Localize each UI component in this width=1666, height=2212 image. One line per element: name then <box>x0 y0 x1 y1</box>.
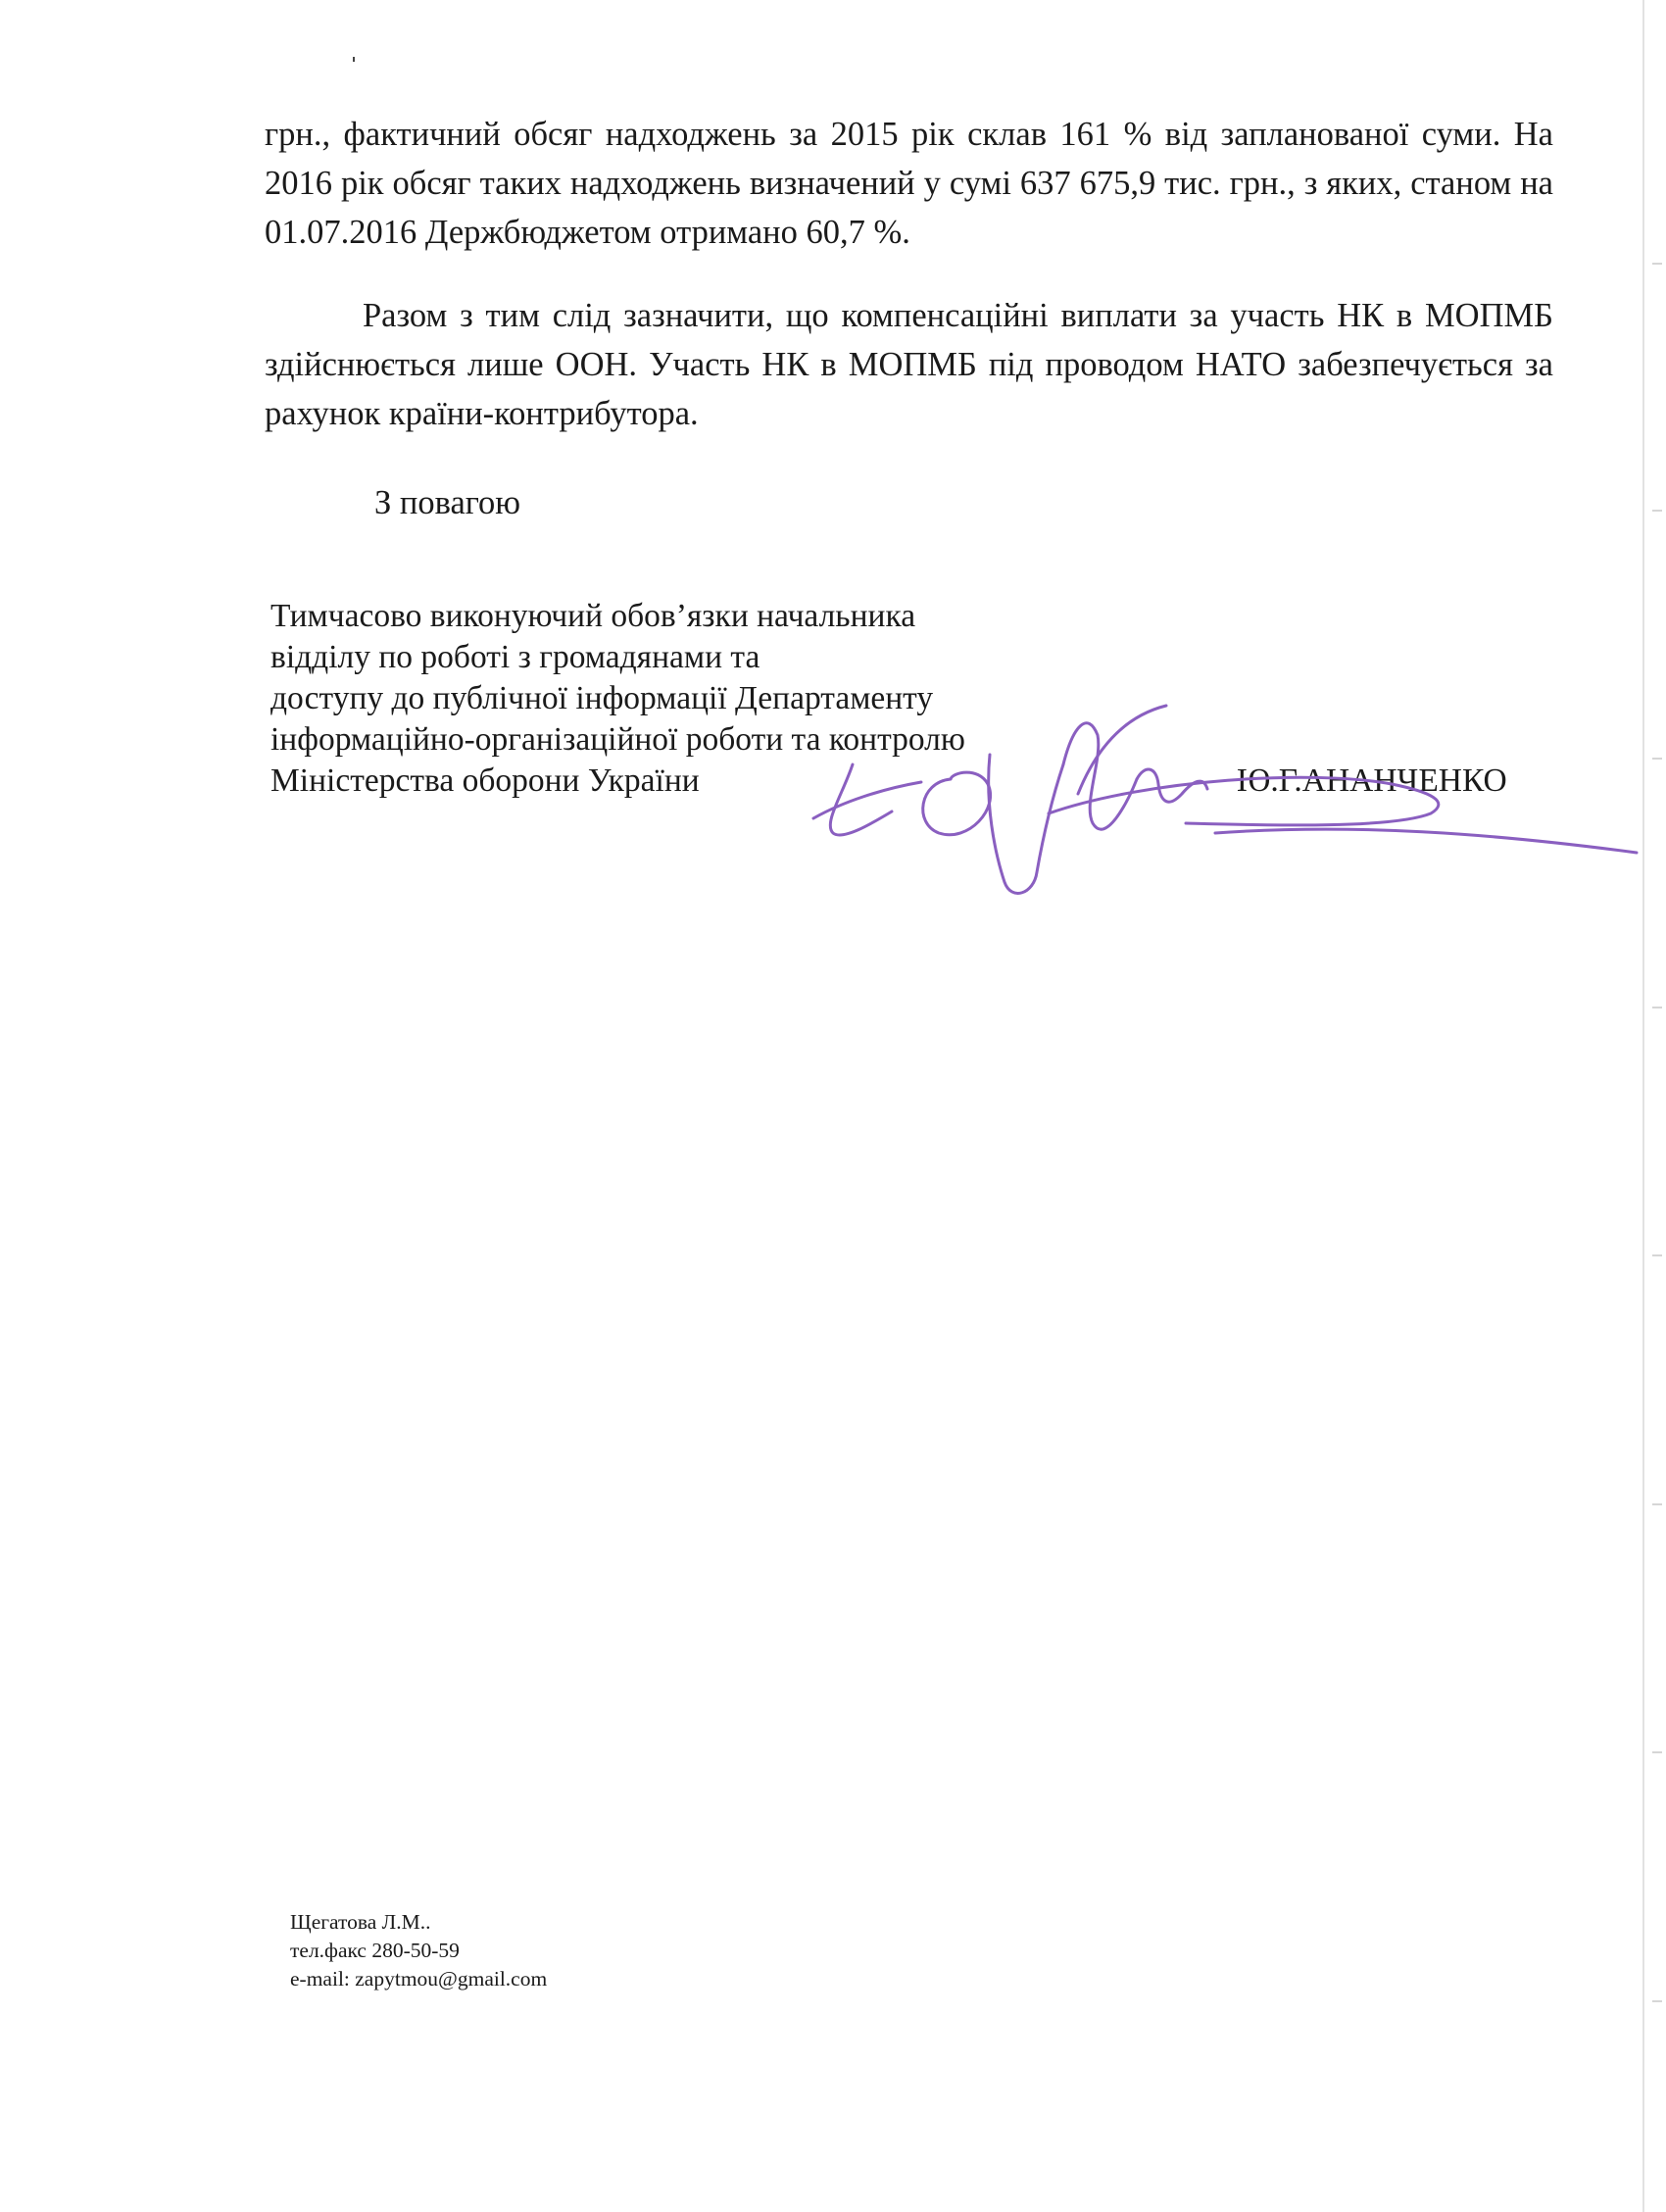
contact-email: e-mail: zapytmou@gmail.com <box>290 1967 548 1991</box>
scan-speck <box>353 57 355 62</box>
scan-edge-mark <box>1652 1007 1662 1008</box>
paragraph-compensation: Разом з тим слід зазначити, що компенсаційні виплати за участь НК в МОПМБ здійснюється лише ООН. Участь НК в МОПМБ під проводом НАТО забезпечується за рахунок країни-контрибутора. <box>265 297 1553 432</box>
contact-name: Щегатова Л.М.. <box>290 1910 431 1934</box>
scan-edge-mark <box>1652 1254 1662 1256</box>
scan-edge-mark <box>1652 758 1662 760</box>
signatory-title-line: Міністерства оборони України <box>270 762 700 799</box>
handwritten-signature <box>804 686 1646 921</box>
signatory-title-line: інформаційно-організаційної роботи та контролю <box>270 721 965 758</box>
paragraph-budget-receipts: грн., фактичний обсяг надходжень за 2015 рік склав 161 % від запланованої суми. На 2016 рік обсяг таких надходжень визначений у сумі 637 675,9 тис. грн., з яких, станом на 01.07.2016 Держбюджетом отримано 60,7 %. <box>265 116 1553 251</box>
scan-edge-line <box>1642 0 1644 2212</box>
scan-edge-mark <box>1652 2000 1662 2002</box>
contact-block <box>290 1908 547 1993</box>
signatory-title-line: доступу до публічної інформації Департаменту <box>270 680 934 716</box>
signatory-title-line: Тимчасово виконуючий обов’язки начальника <box>270 598 916 634</box>
contact-phone: тел.факс 280-50-59 <box>290 1939 460 1962</box>
signer-name: Ю.Г.АНАНЧЕНКО <box>1237 762 1507 799</box>
signatory-title-line: відділу по роботі з громадянами та <box>270 639 760 675</box>
scan-edge-mark <box>1652 1503 1662 1505</box>
scan-edge-mark <box>1652 510 1662 512</box>
closing-phrase: З повагою <box>374 484 521 521</box>
scan-edge-mark <box>1652 263 1662 265</box>
scan-edge-mark <box>1652 1751 1662 1753</box>
